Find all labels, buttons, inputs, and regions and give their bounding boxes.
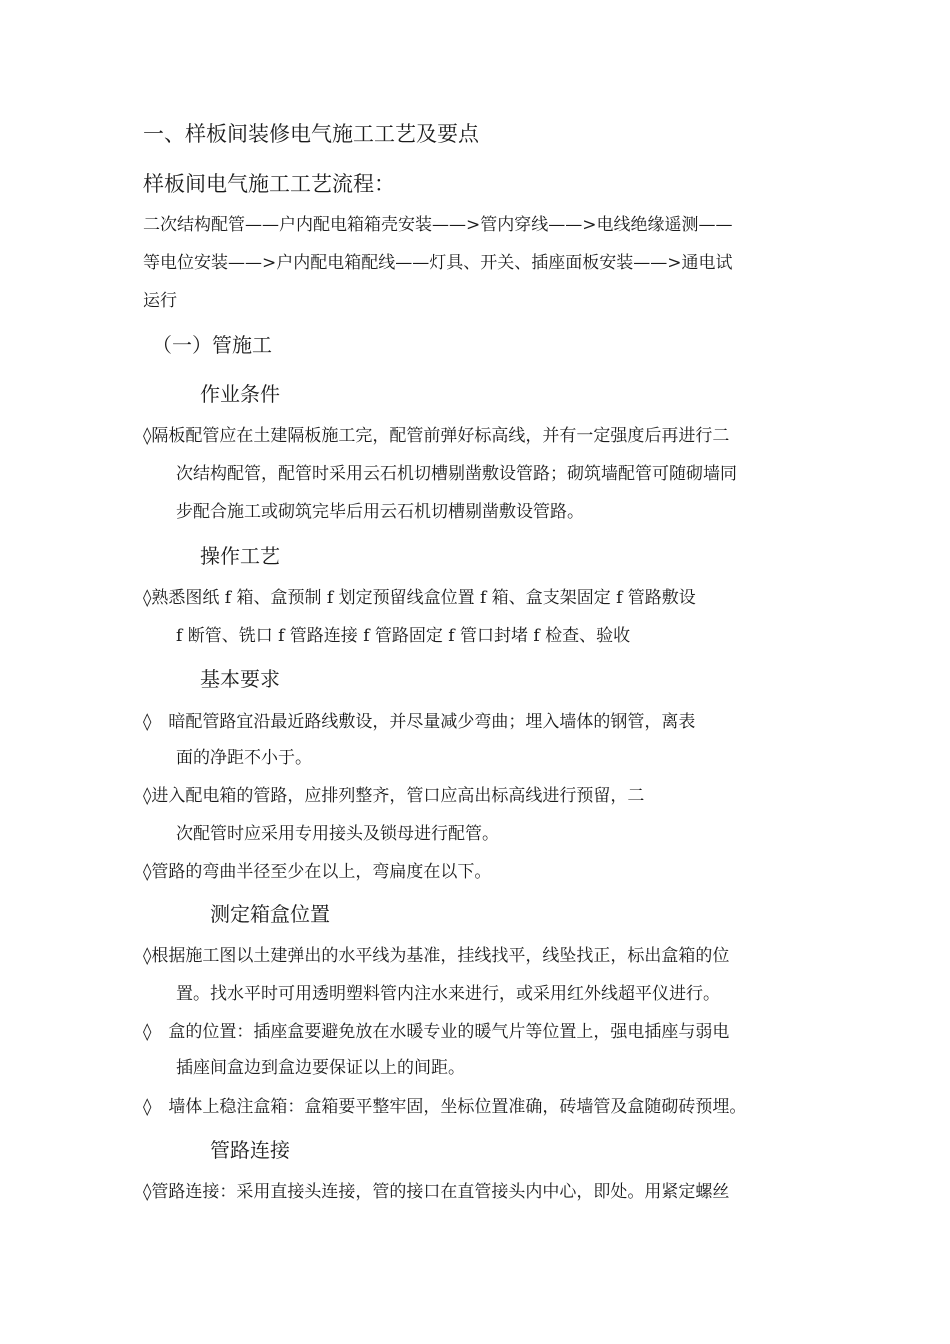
- operation-line: ◊熟悉图纸 f 箱、盒预制 f 划定预留线盒位置 f 箱、盒支架固定 f 管路敷设: [143, 588, 696, 608]
- box-position-heading: 测定箱盒位置: [210, 902, 330, 926]
- box-position-line: ◊ 墙体上稳注盒箱：盒箱要平整牢固，坐标位置准确，砖墙管及盒随砌砖预埋。: [143, 1097, 747, 1117]
- section-heading: （一）管施工: [152, 333, 272, 357]
- pipe-connection-line: ◊管路连接：采用直接头连接，管的接口在直管接头内中心，即处。用紧定螺丝: [143, 1182, 730, 1202]
- box-position-line: ◊ 盒的位置：插座盒要避免放在水暖专业的暖气片等位置上，强电插座与弱电: [143, 1022, 730, 1042]
- work-conditions-heading: 作业条件: [200, 382, 280, 406]
- requirements-line: ◊管路的弯曲半径至少在以上，弯扁度在以下。: [143, 862, 492, 882]
- requirements-line: ◊进入配电箱的管路，应排列整齐，管口应高出标高线进行预留，二: [143, 786, 645, 806]
- operation-heading: 操作工艺: [200, 544, 280, 568]
- operation-line: f 断管、铣口 f 管路连接 f 管路固定 f 管口封堵 f 检查、验收: [176, 626, 631, 646]
- flow-line-2: 等电位安装——>户内配电箱配线——灯具、开关、插座面板安装——>通电试: [143, 253, 733, 273]
- flow-line-1: 二次结构配管——户内配电箱箱壳安装——>管内穿线——>电线绝缘遥测——: [143, 215, 733, 235]
- document-title: 一、样板间装修电气施工工艺及要点: [143, 122, 479, 146]
- pipe-connection-heading: 管路连接: [210, 1138, 290, 1162]
- requirements-line: ◊ 暗配管路宜沿最近路线敷设，并尽量减少弯曲；埋入墙体的钢管，离表: [143, 712, 696, 732]
- box-position-line: 置。找水平时可用透明塑料管内注水来进行，或采用红外线超平仪进行。: [176, 984, 720, 1004]
- flow-heading: 样板间电气施工工艺流程：: [143, 172, 395, 196]
- box-position-line: ◊根据施工图以土建弹出的水平线为基准，挂线找平，线坠找正，标出盒箱的位: [143, 946, 730, 966]
- requirements-heading: 基本要求: [200, 667, 280, 691]
- work-conditions-line: 次结构配管，配管时采用云石机切槽剔凿敷设管路；砌筑墙配管可随砌墙同: [176, 464, 737, 484]
- requirements-line: 次配管时应采用专用接头及锁母进行配管。: [176, 824, 499, 844]
- flow-line-3: 运行: [143, 291, 177, 311]
- work-conditions-line: ◊隔板配管应在土建隔板施工完，配管前弹好标高线，并有一定强度后再进行二: [143, 426, 730, 446]
- box-position-line: 插座间盒边到盒边要保证以上的间距。: [176, 1058, 465, 1078]
- requirements-line: 面的净距不小于。: [176, 748, 312, 768]
- work-conditions-line: 步配合施工或砌筑完毕后用云石机切槽剔凿敷设管路。: [176, 502, 584, 522]
